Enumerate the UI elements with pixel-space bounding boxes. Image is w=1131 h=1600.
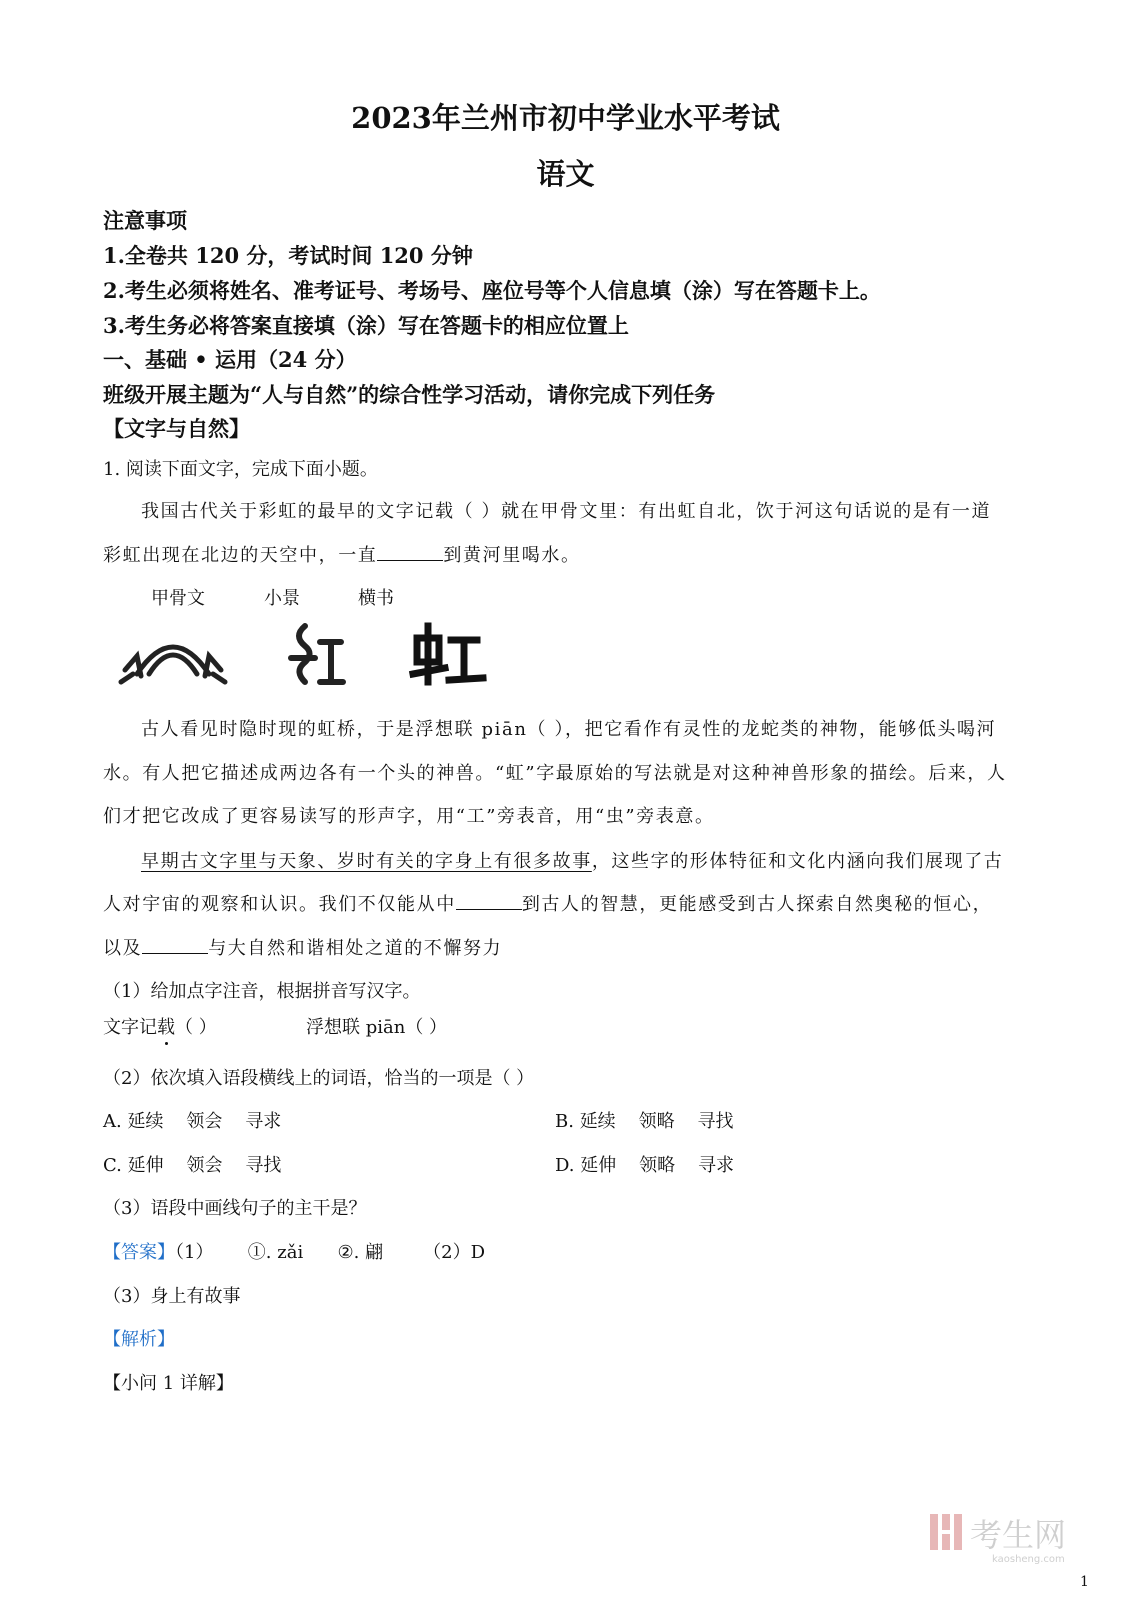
answer-line-2: （3）身上有故事	[103, 1286, 241, 1307]
detail-tag: 【小问 1 详解】	[103, 1373, 234, 1394]
question-1-intro: 1. 阅读下面文字，完成下面小题。	[103, 459, 378, 480]
page-number: 1	[1080, 1574, 1089, 1590]
topic-heading: 【文字与自然】	[103, 416, 250, 441]
notice-item-1: 1.全卷共 120 分，考试时间 120 分钟	[103, 243, 473, 268]
activity-intro: 班级开展主题为“人与自然”的综合性学习活动，请你完成下列任务	[103, 382, 716, 407]
notice-heading: 注意事项	[103, 208, 187, 233]
section-heading: 一、基础 • 运用（24 分）	[103, 347, 357, 372]
sub-question-2: （2）依次填入语段横线上的词语，恰当的一项是（ ）	[103, 1068, 535, 1089]
answer-tag: 【答案】	[103, 1242, 175, 1263]
notice-item-2: 2.考生必须将姓名、准考证号、考场号、座位号等个人信息填（涂）写在答题卡上。	[103, 278, 881, 303]
svg-text:考生网: 考生网	[970, 1516, 1067, 1554]
passage-line: 水。有人把它描述成两边各有一个头的神兽。“虹”字最原始的写法就是对这种神兽形象的描绘。后来，人	[103, 763, 1007, 784]
passage-line: 古人看见时隐时现的虹桥，于是浮想联 piān（ ），把它看作有灵性的龙蛇类的神物，能够低头喝河	[141, 719, 997, 740]
script-label: 横书	[358, 588, 394, 609]
fill-blank	[377, 546, 443, 561]
svg-text:kaosheng.com: kaosheng.com	[992, 1554, 1065, 1565]
answer-line: 【答案】（1） ①. zǎi ②. 翩 （2）D	[103, 1242, 486, 1263]
exam-title: 2023年兰州市初中学业水平考试	[351, 101, 780, 135]
script-label: 甲骨文	[151, 588, 205, 609]
option-b: B. 延续 领略 寻找	[555, 1111, 734, 1132]
fill-blank	[456, 895, 522, 910]
sub-question-1-item-a: 文字记载（ ）	[103, 1017, 217, 1038]
kaosheng-logo-watermark	[930, 1508, 1100, 1568]
passage-line: 早期古文字里与天象、岁时有关的字身上有很多故事，这些字的形体特征和文化内涵向我们展现了古	[141, 851, 1004, 872]
fill-blank	[142, 939, 208, 954]
dotted-char: 载	[157, 1017, 175, 1038]
underlined-sentence: 早期古文字里与天象、岁时有关的字身上有很多故事	[141, 851, 592, 872]
sub-question-1-item-b: 浮想联 piān（ ）	[306, 1017, 448, 1038]
passage-line: 以及 与大自然和谐相处之道的不懈努力	[103, 938, 503, 959]
rainbow-glyphs-image	[115, 612, 515, 702]
sub-question-3: （3）语段中画线句子的主干是？	[103, 1198, 367, 1219]
option-c: C. 延伸 领会 寻找	[103, 1155, 282, 1176]
subject-title: 语文	[536, 157, 595, 191]
passage-line: 彩虹出现在北边的天空中，一直 到黄河里喝水。	[103, 545, 581, 566]
passage-line: 人对宇宙的观察和认识。我们不仅能从中 到古人的智慧，更能感受到古人探索自然奥秘的恒心，	[103, 894, 993, 915]
passage-line: 们才把它改成了更容易读写的形声字，用“工”旁表音，用“虫”旁表意。	[103, 806, 715, 827]
passage-line: 我国古代关于彩虹的最早的文字记载（ ）就在甲骨文里：有出虹自北，饮于河这句话说的是有一道	[141, 501, 992, 522]
option-a: A. 延续 领会 寻求	[103, 1111, 282, 1132]
analysis-tag: 【解析】	[103, 1329, 175, 1350]
sub-question-1: （1）给加点字注音，根据拼音写汉字。	[103, 981, 421, 1002]
option-d: D. 延伸 领略 寻求	[555, 1155, 735, 1176]
notice-item-3: 3.考生务必将答案直接填（涂）写在答题卡的相应位置上	[103, 313, 629, 338]
script-label: 小景	[264, 588, 300, 609]
